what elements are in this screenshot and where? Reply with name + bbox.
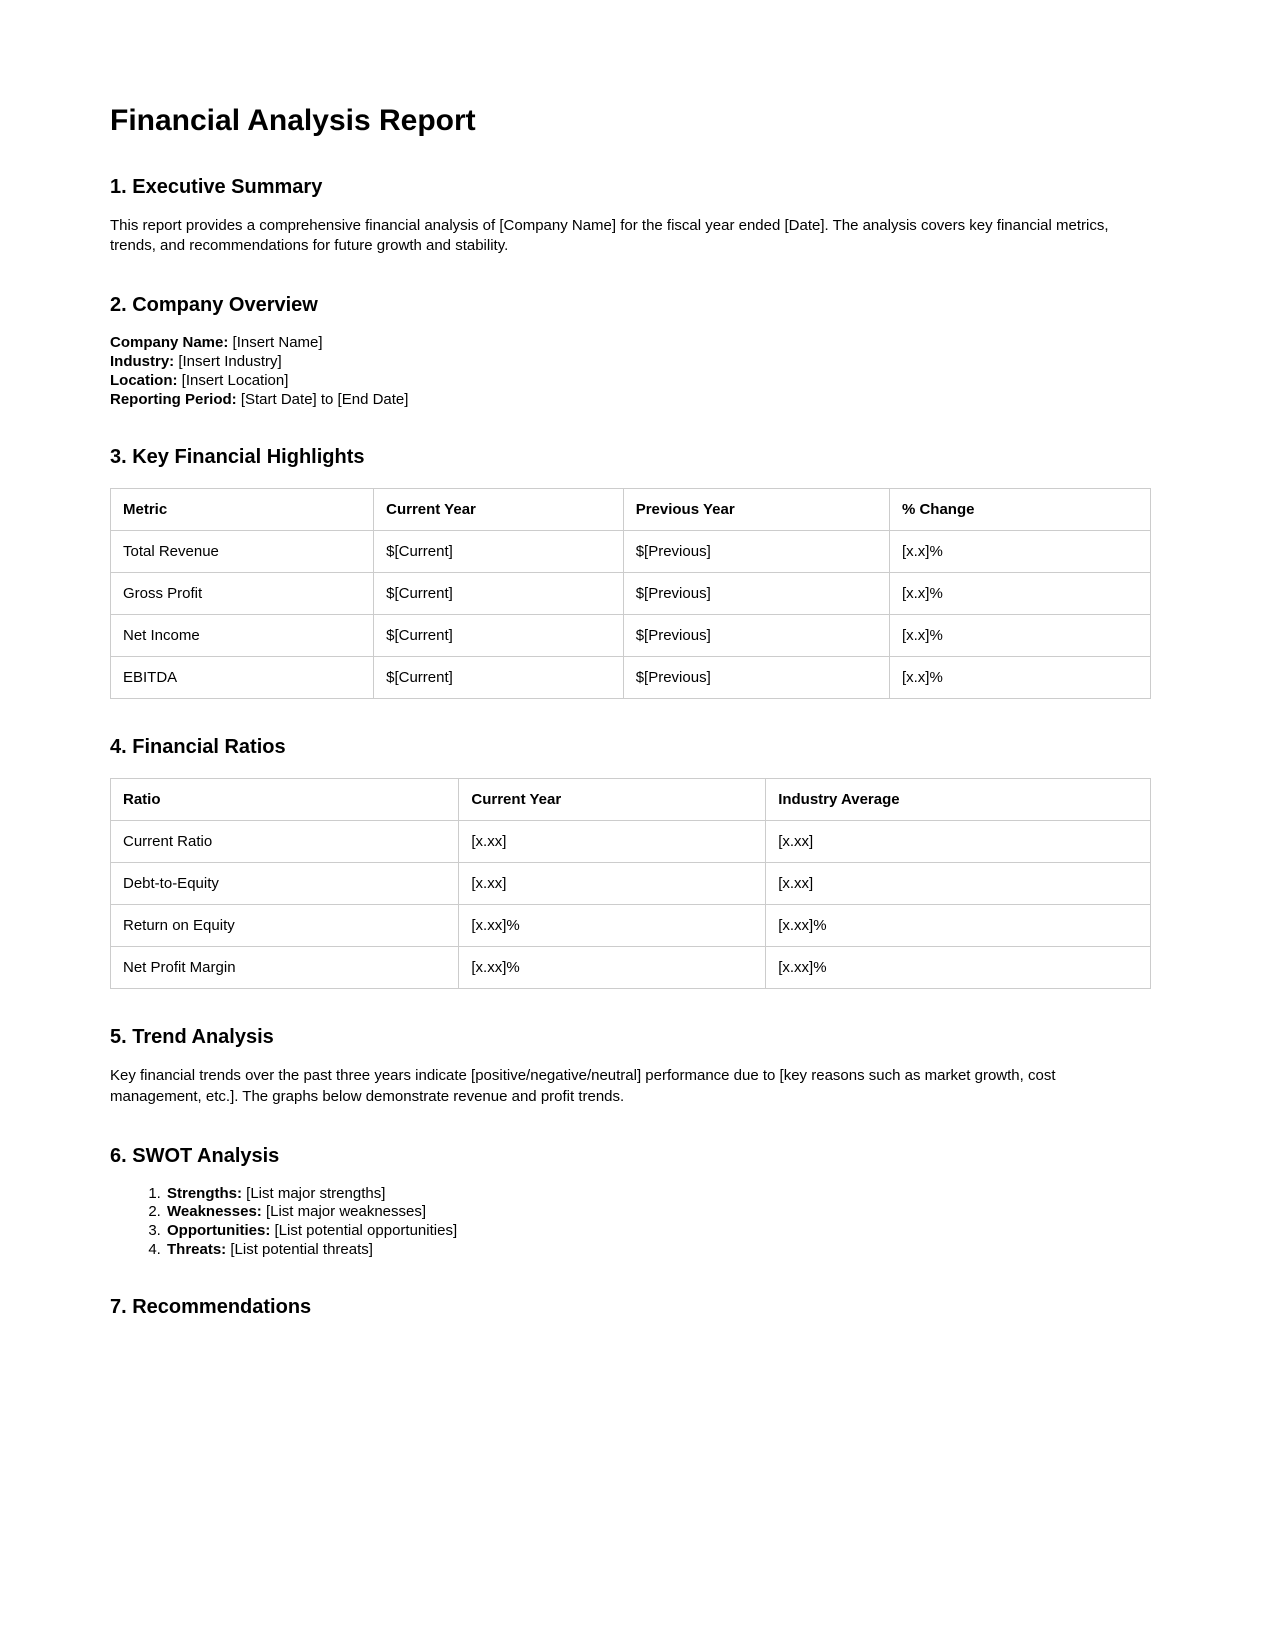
industry-label: Industry: xyxy=(110,352,175,370)
table-header-row xyxy=(111,489,1151,531)
page-title: Financial Analysis Report xyxy=(110,104,476,137)
section-heading-key-financial-highlights: 3. Key Financial Highlights xyxy=(110,446,365,469)
opportunities-value: [List potential opportunities] xyxy=(270,1222,458,1239)
section-heading-swot-analysis: 6. SWOT Analysis xyxy=(110,1144,280,1167)
table-row xyxy=(111,531,1151,573)
financial-ratios-table xyxy=(110,778,1151,989)
table-row xyxy=(111,947,1151,989)
industry-average-cell: [x.xx]% xyxy=(766,947,1151,989)
reporting-period-label: Reporting Period: xyxy=(110,390,237,408)
percent-change-cell: [x.x]% xyxy=(889,573,1150,615)
current-year-cell: [x.xx] xyxy=(459,863,766,905)
column-header-industry-average: Industry Average xyxy=(766,779,1151,821)
section-heading-trend-analysis: 5. Trend Analysis xyxy=(110,1026,274,1049)
swot-list xyxy=(110,1185,1151,1259)
metric-cell: Total Revenue xyxy=(111,531,374,573)
company-overview-block xyxy=(110,334,1151,410)
swot-item-threats xyxy=(165,1241,1151,1260)
current-year-cell: [x.xx] xyxy=(459,821,766,863)
metric-cell: EBITDA xyxy=(111,657,374,699)
ratio-cell: Return on Equity xyxy=(111,905,459,947)
current-year-cell: $[Current] xyxy=(374,615,624,657)
threats-value: [List potential threats] xyxy=(226,1240,373,1258)
table-row xyxy=(111,821,1151,863)
previous-year-cell: $[Previous] xyxy=(623,573,889,615)
key-financial-highlights-table xyxy=(110,488,1151,699)
industry-value: [Insert Industry] xyxy=(174,352,282,370)
metric-cell: Gross Profit xyxy=(111,573,374,615)
column-header-previous-year: Previous Year xyxy=(623,489,889,531)
company-name-line xyxy=(110,334,323,351)
column-header-current-year: Current Year xyxy=(459,779,766,821)
swot-item-strengths xyxy=(165,1185,1151,1204)
percent-change-cell: [x.x]% xyxy=(889,531,1150,573)
column-header-ratio: Ratio xyxy=(111,779,459,821)
table-header-row xyxy=(111,779,1151,821)
table-row xyxy=(111,863,1151,905)
company-name-label: Company Name: xyxy=(110,333,229,351)
industry-average-cell: [x.xx] xyxy=(766,821,1151,863)
ratio-cell: Debt-to-Equity xyxy=(111,863,459,905)
previous-year-cell: $[Previous] xyxy=(623,657,889,699)
threats-label: Threats: xyxy=(167,1240,227,1258)
current-year-cell: $[Current] xyxy=(374,573,624,615)
percent-change-cell: [x.x]% xyxy=(889,657,1150,699)
reporting-period-line xyxy=(110,391,408,408)
section-heading-recommendations: 7. Recommendations xyxy=(110,1296,312,1319)
opportunities-label: Opportunities: xyxy=(167,1222,271,1239)
location-line xyxy=(110,372,288,389)
strengths-value: [List major strengths] xyxy=(242,1184,386,1202)
strengths-label: Strengths: xyxy=(167,1184,242,1202)
location-value: [Insert Location] xyxy=(177,371,289,389)
section-heading-financial-ratios: 4. Financial Ratios xyxy=(110,736,286,759)
ratio-cell: Net Profit Margin xyxy=(111,947,459,989)
reporting-period-value: [Start Date] to [End Date] xyxy=(236,390,409,408)
column-header-percent-change: % Change xyxy=(889,489,1150,531)
weaknesses-value: [List major weaknesses] xyxy=(261,1203,427,1221)
weaknesses-label: Weaknesses: xyxy=(167,1203,262,1221)
ratio-cell: Current Ratio xyxy=(111,821,459,863)
section-heading-executive-summary: 1. Executive Summary xyxy=(110,175,323,198)
percent-change-cell: [x.x]% xyxy=(889,615,1150,657)
current-year-cell: $[Current] xyxy=(374,531,624,573)
table-row xyxy=(111,615,1151,657)
industry-line xyxy=(110,353,282,370)
current-year-cell: [x.xx]% xyxy=(459,905,766,947)
executive-summary-paragraph: This report provides a comprehensive financial analysis of [Company Name] for the fiscal year ended [Date]. The analysis covers key financial metrics, trends, and recommendations for future growth and stability. xyxy=(110,216,1109,255)
current-year-cell: $[Current] xyxy=(374,657,624,699)
previous-year-cell: $[Previous] xyxy=(623,615,889,657)
company-name-value: [Insert Name] xyxy=(228,333,323,351)
trend-analysis-paragraph: Key financial trends over the past three years indicate [positive/negative/neutral] performance due to [key reasons such as market growth, cost management, etc.]. The graphs below demonstrate revenue and profit trends. xyxy=(110,1067,1056,1106)
column-header-metric: Metric xyxy=(111,489,374,531)
section-heading-company-overview: 2. Company Overview xyxy=(110,293,318,316)
current-year-cell: [x.xx]% xyxy=(459,947,766,989)
swot-item-weaknesses xyxy=(165,1203,1151,1222)
table-row xyxy=(111,905,1151,947)
previous-year-cell: $[Previous] xyxy=(623,531,889,573)
metric-cell: Net Income xyxy=(111,615,374,657)
table-row xyxy=(111,573,1151,615)
industry-average-cell: [x.xx] xyxy=(766,863,1151,905)
swot-item-opportunities xyxy=(165,1222,1151,1241)
industry-average-cell: [x.xx]% xyxy=(766,905,1151,947)
location-label: Location: xyxy=(110,371,178,389)
table-row xyxy=(111,657,1151,699)
column-header-current-year: Current Year xyxy=(374,489,624,531)
